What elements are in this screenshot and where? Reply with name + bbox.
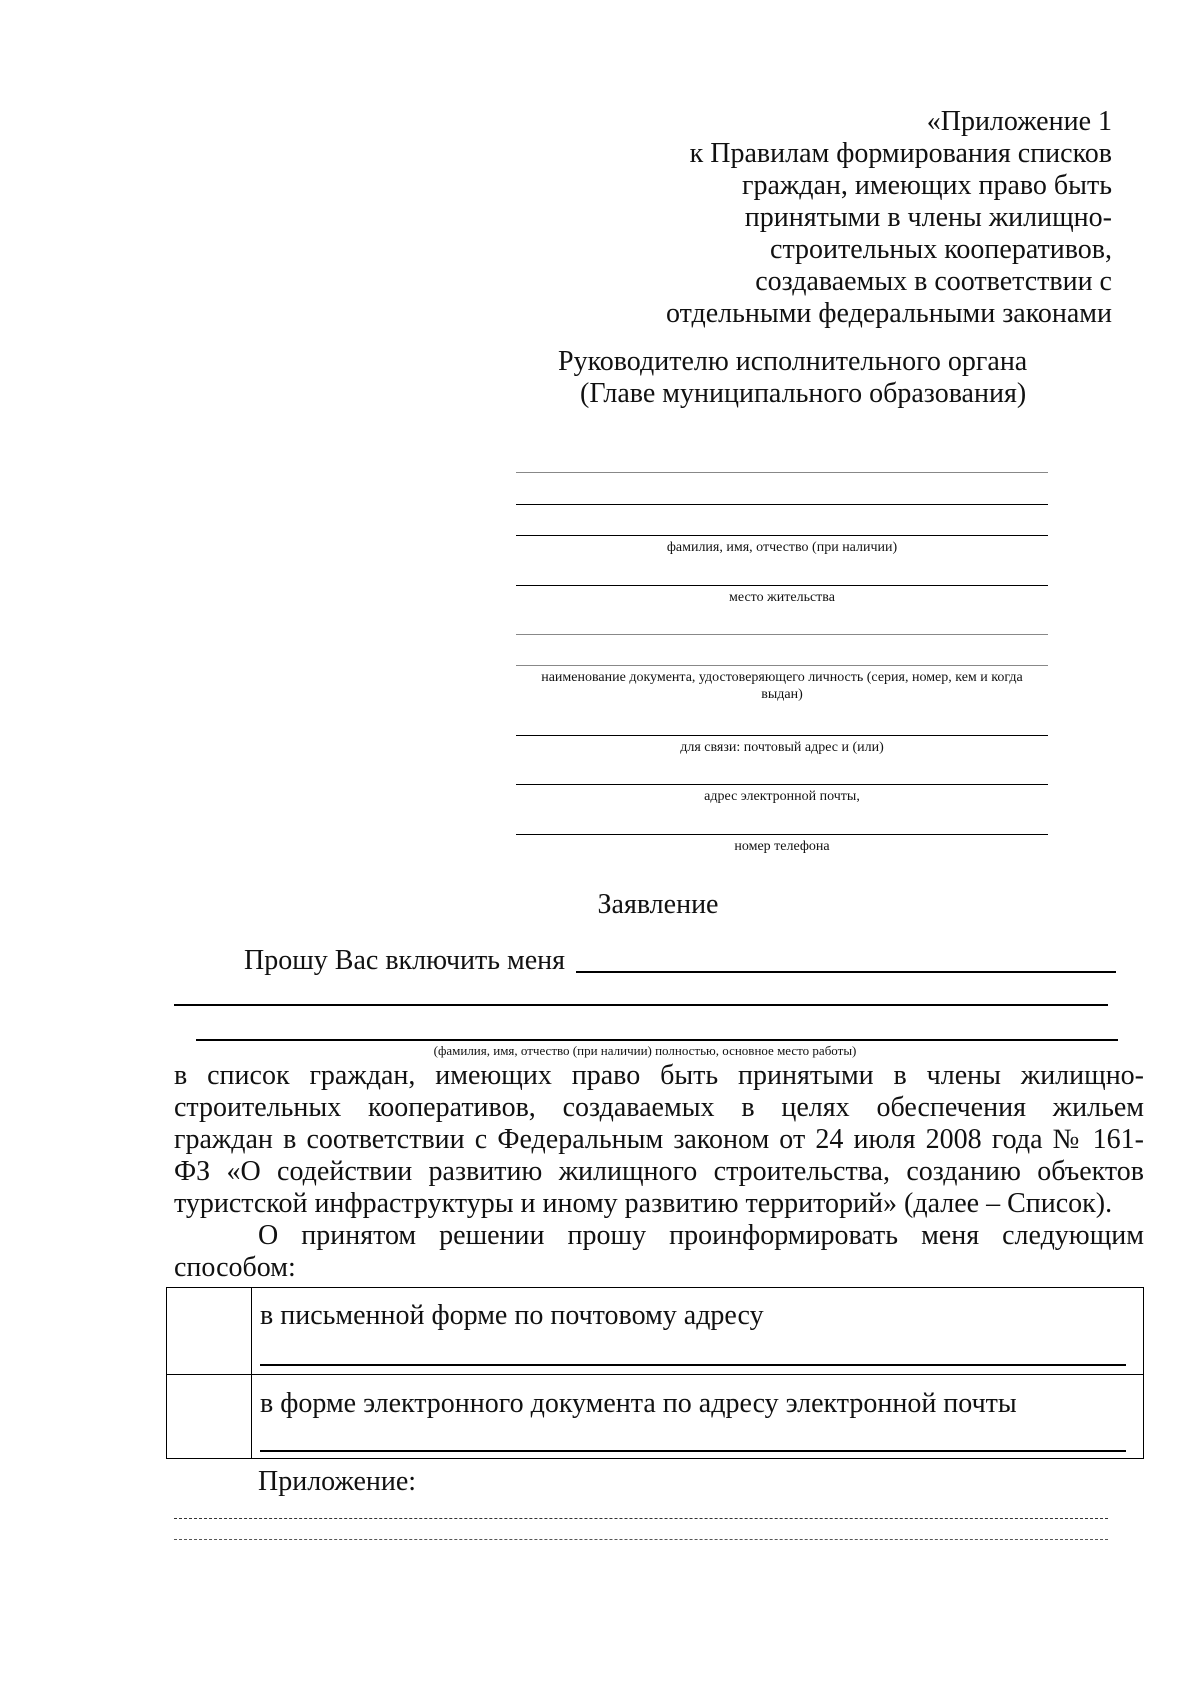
attachment-label: Приложение:	[258, 1466, 417, 1497]
blank-line-phone[interactable]	[516, 834, 1048, 835]
appendix-header-line: отдельными федеральными законами	[666, 298, 1112, 329]
appendix-header-line: к Правилам формирования списков	[689, 138, 1112, 169]
blank-line-request-1[interactable]	[576, 971, 1116, 973]
addressee-line-1: Руководителю исполнительного органа	[558, 346, 1028, 377]
request-paragraph	[174, 1060, 1144, 1284]
blank-line-id-doc-1[interactable]	[516, 634, 1048, 635]
blank-line-email-address[interactable]	[260, 1450, 1126, 1452]
request-caption: (фамилия, имя, отчество (при наличии) полностью, основное место работы)	[433, 1043, 857, 1058]
paragraph-line: туристской инфраструктуры и иному развитию территорий» (далее – Список).	[174, 1188, 1113, 1219]
option-label-postal: в письменной форме по почтовому адресу	[260, 1300, 764, 1331]
appendix-header-line: создаваемых в соответствии с	[755, 266, 1112, 297]
paragraph-line: ФЗ «О содействии развитию жилищного строительства, созданию объектов	[174, 1156, 1144, 1187]
notification-options-table	[166, 1287, 1144, 1459]
blank-line-postal-address[interactable]	[260, 1364, 1126, 1366]
blank-line-request-3[interactable]	[196, 1039, 1118, 1041]
blank-line-attachment-1[interactable]	[174, 1518, 1108, 1519]
blank-line-fio-1[interactable]	[516, 504, 1048, 505]
appendix-header-line: строительных кооперативов,	[770, 234, 1112, 265]
blank-line-residence[interactable]	[516, 585, 1048, 586]
fio-caption: фамилия, имя, отчество (при наличии)	[666, 540, 898, 555]
blank-line-id-doc-2[interactable]	[516, 665, 1048, 666]
table-row-divider	[167, 1374, 1143, 1375]
table-column-divider	[251, 1288, 252, 1458]
option-checkbox-postal[interactable]	[167, 1288, 251, 1374]
request-start: Прошу Вас включить меня	[244, 945, 566, 976]
contact-email-caption: адрес электронной почты,	[704, 789, 860, 804]
option-label-email: в форме электронного документа по адресу электронной почты	[260, 1388, 1017, 1419]
contact-postal-caption: для связи: почтовый адрес и (или)	[680, 740, 884, 755]
addressee-line-2: (Главе муниципального образования)	[580, 378, 1027, 409]
inform-line: О принятом решении прошу проинформировать меня следующим	[258, 1220, 1144, 1251]
blank-line-email[interactable]	[516, 784, 1048, 785]
option-checkbox-email[interactable]	[167, 1375, 251, 1458]
contact-phone-caption: номер телефона	[734, 839, 830, 854]
addressee	[480, 346, 1040, 410]
blank-line-attachment-2[interactable]	[174, 1539, 1108, 1540]
paragraph-line: в список граждан, имеющих право быть принятыми в члены жилищно-	[174, 1060, 1144, 1091]
blank-line-addressee-name[interactable]	[516, 472, 1048, 473]
appendix-header	[552, 106, 1112, 330]
blank-line-request-2[interactable]	[174, 1004, 1108, 1006]
document-title: Заявление	[597, 889, 719, 920]
paragraph-line: граждан в соответствии с Федеральным законом от 24 июля 2008 года № 161-	[174, 1124, 1144, 1155]
blank-line-postal[interactable]	[516, 735, 1048, 736]
blank-line-fio-2[interactable]	[516, 535, 1048, 536]
paragraph-line: строительных кооперативов, создаваемых в целях обеспечения жильем	[174, 1092, 1144, 1123]
inform-line-end: способом:	[174, 1252, 296, 1283]
id-doc-caption: наименование документа, удостоверяющего личность (серия, номер, кем и когда выдан)	[541, 670, 1023, 702]
appendix-header-line: граждан, имеющих право быть	[741, 170, 1112, 201]
appendix-header-line: «Приложение 1	[926, 106, 1112, 137]
residence-caption: место жительства	[729, 590, 835, 605]
appendix-header-line: принятыми в члены жилищно-	[744, 202, 1112, 233]
